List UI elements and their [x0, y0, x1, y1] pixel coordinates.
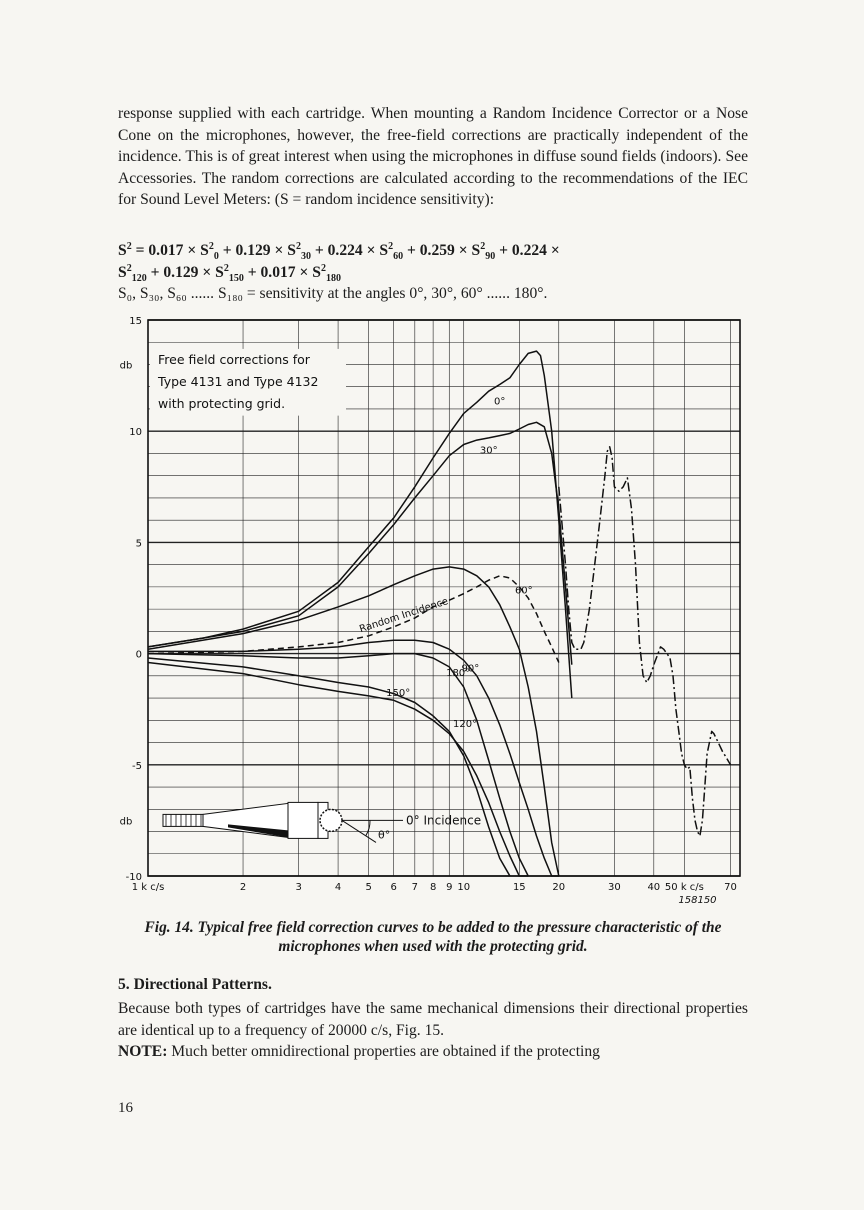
formula-part: 2 [126, 262, 132, 274]
x-tick-label: 7 [411, 882, 419, 893]
formula-part: 0 [213, 251, 219, 263]
curve-label: 0° [494, 396, 506, 408]
y-tick-label: 15 [129, 316, 142, 327]
x-tick-label: 50 k c/s [664, 882, 704, 893]
free-field-correction-chart [110, 308, 760, 908]
chart-curves [148, 351, 731, 876]
curve-label: Random Incidence [358, 596, 450, 636]
angle-arc [366, 820, 370, 835]
section-heading: 5. Directional Patterns. [118, 976, 272, 993]
curve-label: 30° [479, 445, 498, 457]
formula-part: 2 [208, 240, 214, 252]
x-tick-label: 1 k c/s [131, 882, 165, 893]
x-tick-label: 8 [429, 882, 437, 893]
y-tick-label: -10 [125, 872, 142, 883]
formula-part: 2 [126, 240, 132, 252]
formula-part: 2 [480, 240, 486, 252]
formula-part: 30 [300, 251, 311, 263]
chart-labels [358, 397, 533, 730]
formula-part: + 0.017 × S [243, 264, 321, 281]
mic-connector [163, 814, 203, 826]
series-line [148, 567, 559, 876]
note-label: NOTE: [118, 1043, 168, 1060]
x-tick-label: 4 [334, 882, 342, 893]
formula-part: 180 [325, 273, 341, 285]
formula-part: 120 [131, 273, 147, 285]
y-unit-bottom: db [119, 816, 133, 828]
body-text: Because both types of cartridges have the same mechanical dimensions their directional properties are identical up to a frequency of 20000 c/s, Fig. 15. [118, 1000, 748, 1039]
curve-label: 90° [461, 663, 480, 675]
figure-id: 158150 [678, 895, 717, 906]
x-tick-label: 20 [552, 882, 566, 893]
x-tick-label: 5 [365, 882, 372, 893]
curve-label: 180° [446, 667, 471, 679]
formula-line-2 [118, 262, 748, 284]
curve-label: 150° [386, 687, 411, 699]
inset-angle-label: θ° [378, 828, 391, 842]
note-text: Much better omnidirectional properties are obtained if the protecting [167, 1043, 600, 1060]
curve-label: 60° [514, 585, 533, 597]
x-tick-label: 15 [512, 882, 526, 893]
x-tick-label: 3 [295, 882, 302, 893]
mic-cartridge [288, 802, 318, 838]
formula-part: S [118, 242, 127, 259]
inset-label: 0° Incidence [406, 813, 482, 828]
y-tick-label: 5 [135, 538, 142, 550]
x-tick-label: 30 [607, 882, 621, 893]
intro-paragraph: response supplied with each cartridge. When mounting a Random Incidence Corrector or a Nose Cone on the microphones, however, the free-field corrections are practically independent of the incidence. This is of great interest when using the microphones in diffuse sound fields (indoors). See Accessories. The random corrections are calculated according to the recommendations of the IEC for Sound Level Meters: (S = random incidence sensitivity): [118, 105, 748, 208]
formula-part: 90 [485, 251, 496, 263]
x-tick-label: 6 [390, 882, 397, 893]
formula-part: 60 [393, 251, 404, 263]
formula-part: S [118, 264, 127, 281]
x-tick-label: 10 [457, 882, 471, 893]
formula-part: + 0.259 × S [403, 242, 481, 259]
formula-part: + 0.129 × S [218, 242, 296, 259]
x-tick-label: 2 [239, 882, 247, 893]
y-tick-label: 0 [135, 649, 142, 661]
curve-label: 120° [453, 718, 478, 730]
page-number: 16 [118, 1100, 133, 1116]
y-unit-top: db [119, 360, 133, 372]
formula-part: 150 [228, 273, 244, 285]
x-tick-label: 40 [647, 882, 661, 893]
formula-line-1 [118, 240, 748, 262]
y-tick-label: -5 [132, 760, 142, 772]
formula-part: + 0.129 × S [146, 264, 224, 281]
formula-part: 2 [295, 240, 301, 252]
protecting-grid [320, 809, 342, 831]
chart-title-line: Type 4131 and Type 4132 [158, 374, 319, 390]
formula-part: + 0.224 × S [310, 242, 389, 259]
x-tick-label: 70 [724, 882, 737, 893]
series-line [148, 658, 510, 876]
formula-part: 2 [223, 262, 229, 274]
series-line [559, 447, 731, 836]
formula-part: + 0.224 × [495, 242, 560, 259]
chart-title-line: with protecting grid. [158, 396, 286, 412]
chart-title-line: Free field corrections for [158, 352, 310, 368]
formula-line-3: S₀, S₃₀, S₆₀ ...... S₁₈₀ = sensitivity at the angles 0°, 30°, 60° ...... 180°. [118, 285, 548, 302]
formula-part: 2 [388, 240, 394, 252]
figure-caption: Fig. 14. Typical free field correction curves to be added to the pressure characteristic of the microphones when used with the protecting grid. [144, 919, 722, 955]
formula-part: 2 [320, 262, 326, 274]
formula-part: = 0.017 × S [131, 242, 209, 259]
x-tick-label: 9 [446, 882, 453, 893]
body-paragraph [118, 998, 748, 1063]
y-tick-label: 10 [129, 427, 142, 439]
series-line [148, 576, 559, 663]
